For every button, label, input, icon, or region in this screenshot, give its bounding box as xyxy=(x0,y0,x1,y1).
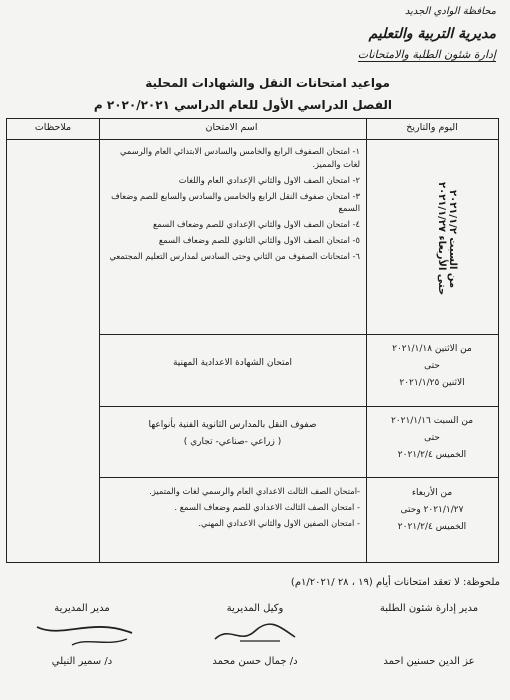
exam-item: ٢- امتحان الصف الاول والثاني الإعدادي العام واللغات xyxy=(178,174,360,185)
date-line: حتى xyxy=(424,433,440,444)
date-line: من الأربعاء xyxy=(411,488,453,498)
row1-date: من السبت ٢٠٢١/١/٢ حتى الأربعاء ٢٠٢١/١/٢٧ xyxy=(436,182,458,296)
note-text: ملحوظة: لا تعقد امتحانات أيام (١٩ ، ٢٨ /١/٢٠٢١م) xyxy=(290,577,500,588)
row2-exams xyxy=(105,357,360,374)
date-line: من السبت ٢٠٢١/١/١٦ xyxy=(390,416,474,426)
schedule-table xyxy=(6,118,499,563)
signature-block-students-affairs xyxy=(354,603,504,667)
signature-name: د/ جمال حسن محمد xyxy=(212,656,298,667)
column-divider xyxy=(366,119,367,562)
row-divider xyxy=(99,477,498,478)
exam-item: صفوف النقل بالمدارس الثانوية الفنية بأنواعها xyxy=(148,420,317,430)
signature-title: وكيل المديرية xyxy=(226,603,284,614)
date-line: الخميس ٢٠٢١/٢/٤ xyxy=(397,450,467,461)
handwritten-signature xyxy=(32,619,142,649)
date-line: الاثنين ٢٠٢١/١/٢٥ xyxy=(399,378,465,389)
handwritten-signature xyxy=(210,621,300,647)
document-title: مواعيد امتحانات النقل والشهادات المحلية xyxy=(145,76,390,90)
governorate-label: محافظة الوادي الجديد xyxy=(404,6,496,17)
row4-exams xyxy=(105,485,360,533)
exam-item: ٦- امتحانات الصفوف من الثاني وحتى السادس لمدارس التعليم المجتمعي xyxy=(109,251,360,262)
exam-item: ٣- امتحان صفوف النقل الرابع والخامس والسادس والسابع للصم وضعاف السمع xyxy=(111,190,360,214)
document-subtitle: الفصل الدراسي الأول للعام الدراسي ٢٠٢٠/٢٠٢١ م xyxy=(93,98,392,112)
signature-block-director xyxy=(22,603,142,667)
exam-item: ( زراعي -صناعي- تجاري ) xyxy=(183,436,282,447)
signature-title: مدير المديرية xyxy=(54,603,110,614)
row3-date xyxy=(368,413,496,464)
department-label: إدارة شئون الطلبة والامتحانات xyxy=(357,48,496,61)
signature-block-deputy xyxy=(190,603,320,667)
exam-item: ٤- امتحان الصف الاول والثاني الإعدادي للصم وضعاف السمع xyxy=(152,219,360,230)
row-divider xyxy=(7,139,498,140)
row-divider xyxy=(99,334,498,335)
date-line: ٢٠٢١/١/٢٧ وحتى xyxy=(400,505,464,516)
row3-exams xyxy=(105,419,360,453)
signature-name: د/ سمير النيلي xyxy=(51,656,113,667)
date-line: حتى xyxy=(424,361,440,372)
column-divider xyxy=(99,119,100,562)
signature-name: عز الدين حسنين احمد xyxy=(383,656,475,667)
signature-title: مدير إدارة شئون الطلبة xyxy=(379,603,479,614)
row1-exams xyxy=(105,145,360,266)
header-exam: اسم الامتحان xyxy=(205,122,258,133)
date-line: الخميس ٢٠٢١/٢/٤ xyxy=(397,522,467,533)
row4-date xyxy=(368,485,496,536)
exam-item: -امتحان الصف الثالث الاعدادي العام والرسمي لغات والمتميز. xyxy=(149,486,360,496)
directorate-label: مديرية التربية والتعليم xyxy=(368,26,496,42)
date-line: من الاثنين ٢٠٢١/١/١٨ xyxy=(392,344,472,354)
header-date: اليوم والتاريخ xyxy=(406,122,458,133)
row2-date xyxy=(368,341,496,392)
header-notes: ملاحظات xyxy=(34,122,72,133)
row-divider xyxy=(99,406,498,407)
exam-item: - امتحان الصف الثالث الاعدادي للصم وضعاف السمع . xyxy=(174,501,360,512)
exam-item: ٥- امتحان الصف الاول والثاني الثانوي للصم وضعاف السمع xyxy=(158,235,360,246)
exam-item: امتحان الشهادة الاعدادية المهنية xyxy=(172,358,293,368)
exam-item: - امتحان الصفين الاول والثاني الاعدادي المهني. xyxy=(198,517,360,528)
exam-item: ١- امتحان الصفوف الرابع والخامس والسادس الابتدائي العام والرسمي لغات والمميز. xyxy=(120,146,360,169)
